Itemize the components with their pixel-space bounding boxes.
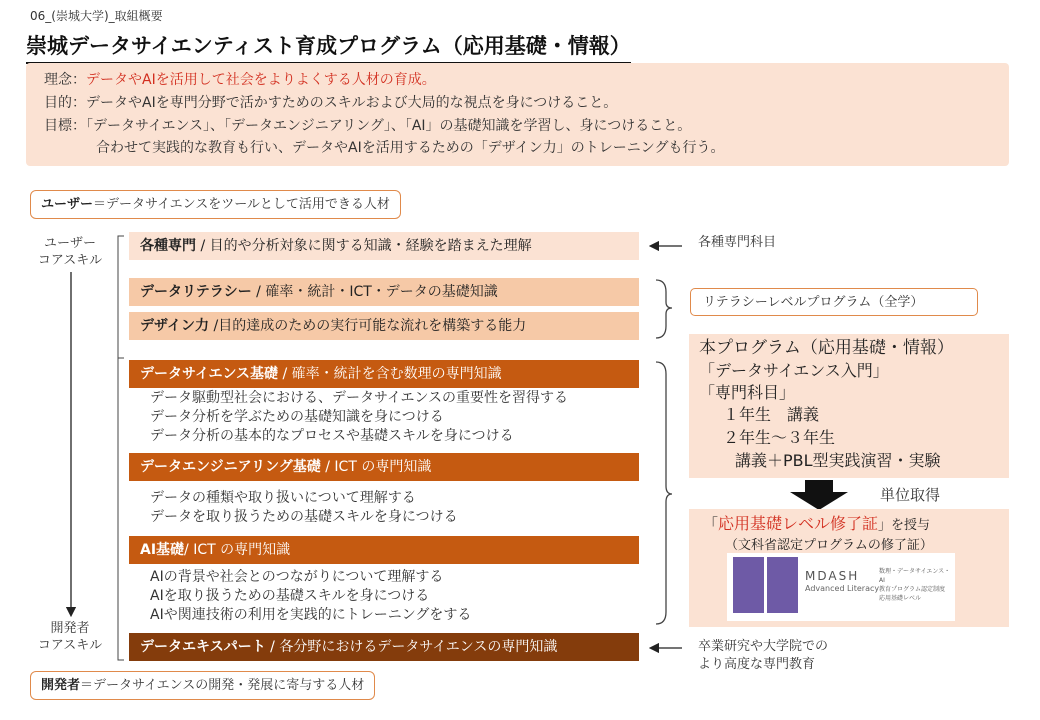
rinen-label: 理念：: [44, 72, 86, 88]
bar-expert-text: / 各分野におけるデータサイエンスの専門知識: [265, 639, 558, 655]
ds-item: データ駆動型社会における、データサイエンスの重要性を習得する: [150, 390, 569, 406]
literacy-brace: [656, 280, 672, 338]
bar-ai-text: / ICT の専門知識: [184, 542, 291, 558]
cert-title: 応用基礎レベル修了証: [718, 514, 879, 533]
ai-item: AIや関連技術の利用を実践的にトレーニングをする: [150, 607, 472, 623]
ai-item: AIを取り扱うための基礎スキルを身につける: [150, 588, 430, 604]
cert-close: 」を授与: [878, 518, 931, 533]
page-title: 崇城データサイエンティスト育成プログラム（応用基礎・情報）: [26, 30, 631, 64]
mdash-desc-3: 応用基礎レベル: [879, 595, 922, 602]
credit-down-arrow: [790, 480, 848, 510]
bar-data-expert: [129, 633, 639, 661]
bar-data-engineering: [129, 453, 639, 481]
program-line-4: ２年生～３年生: [723, 428, 836, 447]
dev-core-line2: コアスキル: [37, 638, 103, 653]
program-line-1: 「データサイエンス入門」: [699, 361, 889, 380]
mdash-logo-card: [727, 553, 955, 621]
expert-note-2: より高度な専門教育: [698, 657, 816, 672]
program-title: 本プログラム（応用基礎・情報）: [699, 338, 954, 358]
bar-ds-text: / 確率・統計を含む数理の専門知識: [278, 366, 502, 382]
bar-ai-bold: AI基礎: [140, 542, 185, 558]
bar-ds-bold: データサイエンス基礎: [140, 366, 279, 382]
program-brace: [656, 362, 672, 624]
document-id: 06_(崇城大学)_取組概要: [30, 9, 163, 23]
bar-design-bold: デザイン力: [140, 318, 210, 334]
bar-design: [129, 312, 639, 340]
cert-line: [703, 513, 930, 537]
cert-subtitle: （文科省認定プログラムの修了証）: [725, 538, 933, 553]
mdash-shield-icon: [733, 557, 764, 613]
mdash-shield-icon-2: [767, 557, 798, 613]
bar-specialty-bold: 各種専門: [140, 238, 196, 254]
ds-item: データ分析の基本的なプロセスや基礎スキルを身につける: [150, 428, 514, 444]
mdash-description: [879, 567, 955, 603]
bar-de-text: / ICT の専門知識: [320, 459, 432, 475]
bar-data-science: [129, 360, 639, 388]
ai-item: AIの背景や社会とのつながりについて理解する: [150, 569, 444, 585]
left-bracket-outer: [118, 236, 124, 660]
bar-expert-bold: データエキスパート: [140, 639, 266, 655]
program-line-5: 講義＋PBL型実践演習・実験: [735, 451, 941, 470]
mdash-desc-1: 数理・データサイエンス・AI: [879, 568, 951, 584]
mokuhyo-text-2: 合わせて実践的な教育も行い、データやAIを活用するための「デザイン力」のトレーニングも行う。: [96, 140, 725, 156]
cert-open: 「: [703, 515, 719, 533]
mokuhyo-text-1: 「データサイエンス」、「データエンジニアリング」、「AI」の基礎知識を学習し、身につけること。: [86, 118, 692, 134]
bar-design-text: /目的達成のための実行可能な流れを構築する能力: [209, 318, 527, 334]
bar-literacy: [129, 278, 639, 306]
bar-specialty: [129, 232, 639, 260]
dev-pill-bold: 開発者: [41, 678, 81, 693]
mokuteki-text: データやAIを専門分野で活かすためのスキルおよび大局的な視点を身につけること。: [86, 95, 618, 111]
program-line-2: 「専門科目」: [699, 383, 796, 402]
bar-ai: [129, 536, 639, 564]
bar-specialty-text: / 目的や分析対象に関する知識・経験を踏まえた理解: [196, 238, 532, 254]
developer-definition-pill: [30, 671, 375, 700]
literacy-program-pill: リテラシーレベルプログラム（全学）: [690, 288, 978, 316]
bar-de-bold: データエンジニアリング基礎: [140, 459, 321, 475]
certificate-box: [689, 509, 1009, 627]
user-pill-text: ＝データサイエンスをツールとして活用できる人材: [93, 197, 390, 212]
program-line-3: １年生 講義: [723, 405, 820, 424]
bar-literacy-text: / 確率・統計・ICT・データの基礎知識: [251, 284, 498, 300]
de-item: データを取り扱うための基礎スキルを身につける: [150, 509, 458, 525]
mdash-logo-word: MDASH: [805, 569, 860, 583]
dev-pill-text: ＝データサイエンスの開発・発展に寄与する人材: [80, 678, 365, 693]
expert-note-1: 卒業研究や大学院での: [698, 639, 829, 654]
mokuteki-label: 目的：: [44, 95, 86, 111]
user-pill-bold: ユーザー: [41, 197, 94, 212]
mdash-logo-sub: Advanced Literacy: [805, 584, 880, 593]
mokuhyo-label: 目標：: [44, 118, 86, 134]
credit-label: 単位取得: [880, 486, 941, 504]
expert-note: [698, 638, 828, 674]
rinen-text: データやAIを活用して社会をよりよくする人材の育成。: [86, 72, 436, 88]
mdash-desc-2: 教育プログラム認定制度: [879, 586, 945, 593]
user-core-line1: ユーザー: [43, 236, 96, 251]
program-box: [689, 334, 1009, 478]
user-core-line2: コアスキル: [37, 253, 103, 268]
bar-literacy-bold: データリテラシー: [140, 284, 252, 300]
ds-item: データ分析を学ぶための基礎知識を身につける: [150, 409, 444, 425]
specialty-note: 各種専門科目: [698, 235, 777, 250]
dev-core-line1: 開発者: [50, 621, 90, 636]
de-item: データの種類や取り扱いについて理解する: [150, 490, 416, 506]
